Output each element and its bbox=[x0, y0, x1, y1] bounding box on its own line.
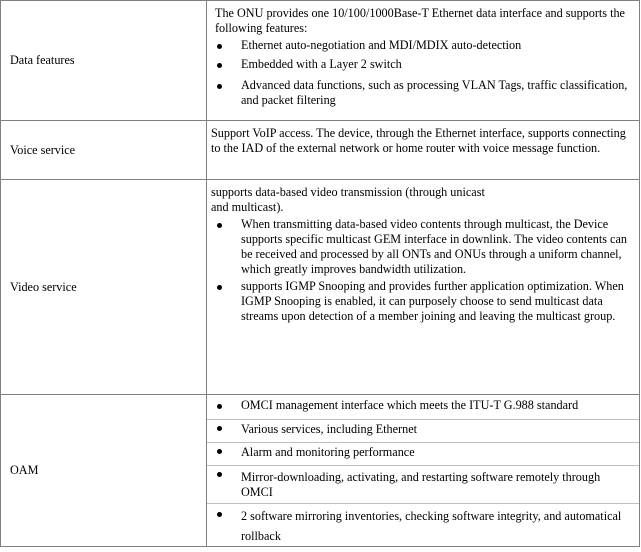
row-content bbox=[207, 180, 640, 395]
intro-text: The ONU provides one 10/100/1000Base-T Ethernet data interface and supports the following features: bbox=[215, 6, 625, 35]
row-label: OAM bbox=[1, 395, 207, 547]
table-row bbox=[1, 1, 640, 121]
row-label: Data features bbox=[1, 1, 207, 121]
bullet-icon bbox=[217, 512, 222, 517]
row-content bbox=[207, 395, 640, 547]
row-label: Voice service bbox=[1, 121, 207, 180]
list-item-text: OMCI management interface which meets the ITU-T G.988 standard bbox=[241, 398, 579, 412]
row-label: Video service bbox=[1, 180, 207, 395]
bullet-list bbox=[207, 38, 639, 108]
bullet-icon bbox=[217, 404, 222, 409]
list-item bbox=[207, 217, 639, 279]
list-item-text: Embedded with a Layer 2 switch bbox=[241, 57, 402, 71]
list-item-text: When transmitting data-based video contents through multicast, the Device supports specific multicast GEM interface in downlink. The video contents can be received and processed by all ONTs and ONUs through a uniform channel, which greatly improves bandwidth utilization. bbox=[241, 217, 627, 276]
bullet-icon bbox=[217, 426, 222, 431]
body-text: Support VoIP access. The device, through the Ethernet interface, supports connecting to the IAD of the external network or home router with voice message function. bbox=[211, 126, 626, 155]
bullet-icon bbox=[217, 285, 222, 290]
bullet-icon bbox=[217, 449, 222, 454]
bullet-icon bbox=[217, 84, 222, 89]
list-item bbox=[207, 419, 639, 442]
bullet-icon bbox=[217, 223, 222, 228]
list-item bbox=[207, 78, 639, 108]
bullet-icon bbox=[217, 63, 222, 68]
list-item-text: Alarm and monitoring performance bbox=[241, 445, 415, 459]
row-content bbox=[207, 1, 640, 121]
list-item-text: Ethernet auto-negotiation and MDI/MDIX auto-detection bbox=[241, 38, 522, 52]
list-item bbox=[207, 442, 639, 465]
list-item bbox=[207, 503, 639, 546]
list-item bbox=[207, 38, 639, 57]
list-item-text: supports IGMP Snooping and provides further application optimization. When IGMP Snooping is enabled, it can purposely choose to send multicast data streams upon detection of a member joining and leaving the multicast group. bbox=[241, 279, 624, 323]
bullet-icon bbox=[217, 44, 222, 49]
table-row bbox=[1, 395, 640, 547]
table-row bbox=[1, 180, 640, 395]
list-item-text: Advanced data functions, such as processing VLAN Tags, traffic classification, and packet filtering bbox=[241, 78, 628, 107]
bullet-icon bbox=[217, 472, 222, 477]
list-item-text: Mirror-downloading, activating, and restarting software remotely through OMCI bbox=[241, 470, 601, 499]
row-content bbox=[207, 121, 640, 180]
intro-text: supports data-based video transmission (through unicast and multicast). bbox=[211, 185, 485, 214]
list-item bbox=[207, 57, 639, 78]
list-item bbox=[207, 398, 639, 419]
table-row bbox=[1, 121, 640, 180]
list-item bbox=[207, 279, 639, 324]
bullet-list bbox=[207, 398, 639, 546]
list-item bbox=[207, 465, 639, 503]
list-item-text: 2 software mirroring inventories, checking software integrity, and automatical rollback bbox=[241, 509, 622, 543]
list-item-text: Various services, including Ethernet bbox=[241, 422, 417, 436]
bullet-list bbox=[207, 217, 639, 324]
